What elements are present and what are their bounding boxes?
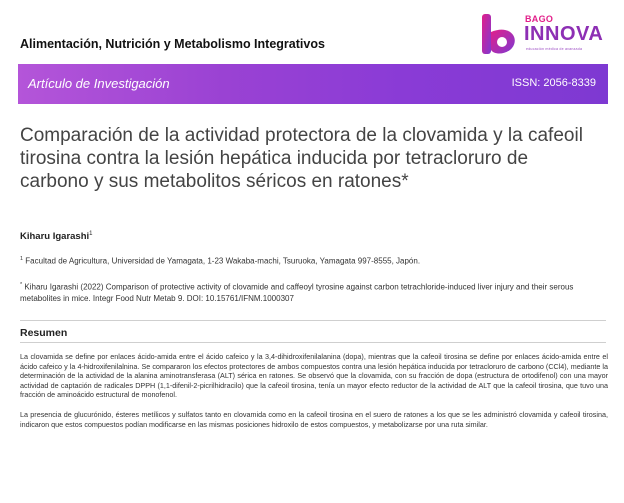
article-type: Artículo de Investigación	[28, 76, 170, 91]
abstract-paragraph: La presencia de glucurónido, ésteres metílicos y sulfatos tanto en clovamida como en la cafeoil tirosina en el suero de ratones a los que se les administró clovamida y cafeoil tirosina, indicaron que estos compuestos podían modificarse en las mismas posiciones hidroxilo de estos compuestos, y metabolizarse por una ruta similar.	[20, 410, 608, 429]
logo-brand-big: INNOVA	[524, 23, 604, 45]
author-sup: 1	[89, 231, 93, 237]
article-title: Comparación de la actividad protectora de la clovamida y la cafeoil tirosina contra la lesión hepática inducida por tetracloruro de carbono y sus metabolitos séricos en ratones*	[20, 125, 583, 192]
divider-bottom	[20, 342, 606, 343]
logo-tagline: educación médica de avanzada	[526, 47, 583, 51]
affiliation	[20, 256, 605, 266]
logo-brand-small: BAGO	[525, 14, 554, 24]
abstract-heading: Resumen	[20, 327, 68, 339]
affiliation-sup: 1	[20, 256, 24, 262]
issn: ISSN: 2056-8339	[511, 77, 596, 89]
bago-innova-logo[interactable]	[478, 12, 608, 58]
author	[20, 231, 93, 242]
logo-b-icon	[478, 12, 522, 58]
citation-text: Kiharu Igarashi (2022) Comparison of protective activity of clovamide and caffeoyl tyrosine against carbon tetrachloride-induced liver injury and their serous metabolites in mice. Integr Food Nutr Metab 9. DOI: 10.15761/IFNM.1000307	[20, 282, 574, 304]
article-banner	[18, 64, 608, 104]
citation	[20, 280, 610, 305]
citation-mark: *	[20, 282, 23, 288]
journal-title: Alimentación, Nutrición y Metabolismo Integrativos	[20, 37, 325, 51]
abstract-paragraph: La clovamida se define por enlaces ácido-amida entre el ácido cafeico y la 3,4-dihidroxifenilalanina (dopa), mientras que la cafeoil tirosina se define por enlaces ácido-amida entre el ácido cafeico y la 4-hidroxifenilalnina. Se compararon los efectos protectores de ambos compuestos contra una lesión hepática inducida por tetracloruro de carbono (CCl4), mediante la determinación de la actividad de la alanina aminotransferasa (ALT) sérica en ratones. Se observó que la clovamida, con su fracción de dopa (estructura de ortodifenol) con una mayor actividad de captación de radicales DPPH (1,1-difenil-2-picrilhidracilo) que la cafeoil tirosina, tenía un mayor efecto reductor de la actividad de ALT que la cafeoil tirosina, que tuvo una fracción de aminoácido estructural de monofenol.	[20, 352, 608, 400]
author-name: Kiharu Igarashi	[20, 231, 90, 243]
affiliation-text: Facultad de Agricultura, Universidad de Yamagata, 1-23 Wakaba-machi, Tsuruoka, Yamagata 997-8555, Japón.	[25, 256, 421, 266]
divider-top	[20, 320, 606, 321]
